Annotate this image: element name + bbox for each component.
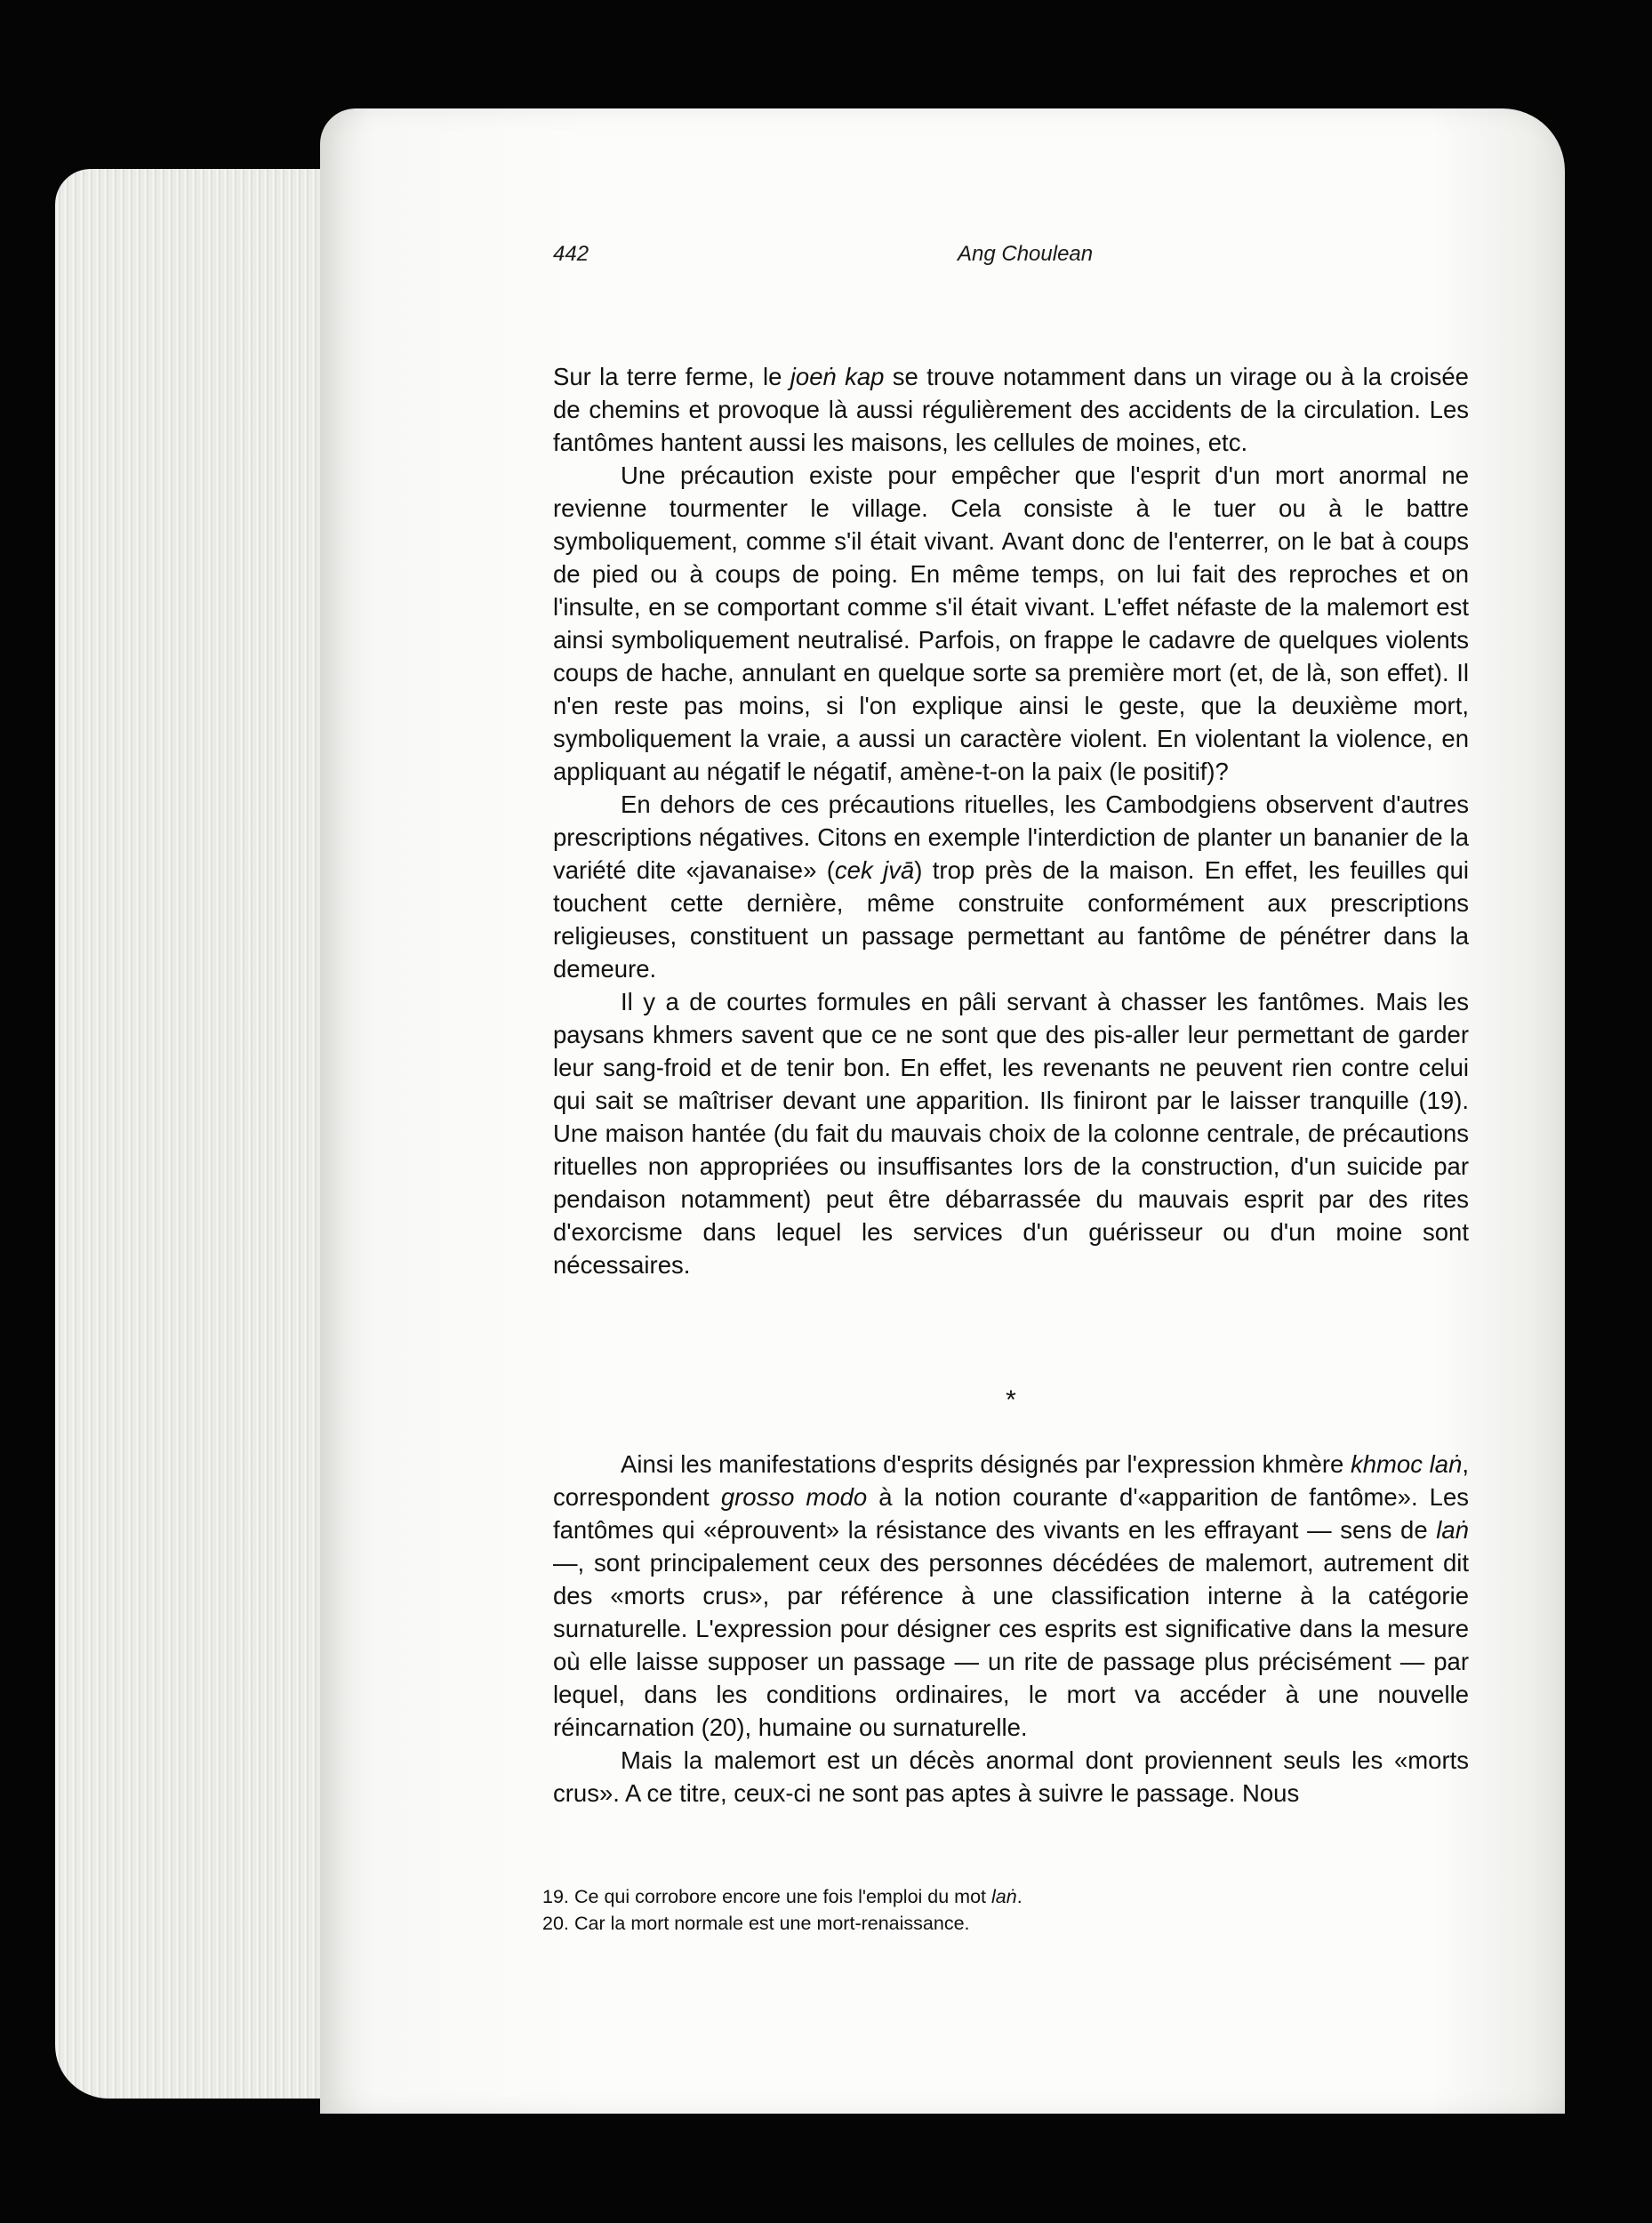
footnote-number: 19. <box>542 1886 569 1907</box>
text-run: Car la mort normale est une mort-renaissance. <box>574 1913 970 1934</box>
paragraph <box>553 1448 1469 1744</box>
italic-term: grosso modo <box>720 1483 868 1511</box>
paragraph <box>553 1744 1469 1810</box>
book-page-edges <box>55 169 349 2099</box>
text-run: , correspondent <box>553 1450 1470 1511</box>
text-run: Mais la malemort est un décès anormal dont proviennent seuls les «morts crus». A ce titre, ceux-ci ne sont pas aptes à suivre le passage. Nous <box>553 1746 1469 1807</box>
italic-term: khmoc laṅ <box>1350 1450 1463 1478</box>
footnote-text <box>574 1910 970 1937</box>
text-run: Il y a de courtes formules en pâli servant à chasser les fantômes. Mais les paysans khmers savent que ce ne sont que des pis-aller leur permettant de garder leur sang-froid et de tenir bon. En effet, les revenants ne peuvent rien contre celui qui sait se maîtriser devant une apparition. Ils finiront par le laisser tranquille (19). Une maison hantée (du fait du mauvais choix de la colonne centrale, de précautions rituelles non appropriées ou insuffisantes lors de la construction, d'un suicide par pendaison notamment) peut être débarrassée du mauvais esprit par des rites d'exorcisme dans lequel les services d'un guérisseur ou d'un moine sont nécessaires. <box>553 988 1469 1279</box>
text-run: Sur la terre ferme, le <box>553 363 790 390</box>
page-number: 442 <box>553 242 589 266</box>
text-run: Une précaution existe pour empêcher que l'esprit d'un mort anormal ne revienne tourmenter le village. Cela consiste à le tuer ou à le battre symboliquement, comme s'il était vivant. Avant donc de l'enterrer, on le bat à coups de pied ou à coups de poing. En même temps, on lui fait des reproches et on l'insulte, en se comportant comme s'il était vivant. L'effet néfaste de la malemort est ainsi symboliquement neutralisé. Parfois, on frappe le cadavre de quelques violents coups de hache, annulant en quelque sorte sa première mort (et, de là, son effet). Il n'en reste pas moins, si l'on explique ainsi le geste, que la deuxième mort, symboliquement la vraie, a aussi un caractère violent. En violentant la violence, en appliquant au négatif le négatif, amène-t-on la paix (le positif)? <box>553 461 1469 785</box>
footnote <box>542 1910 1467 1937</box>
footnote-number: 20. <box>542 1913 569 1934</box>
text-run: Ce qui corrobore encore une fois l'emploi du mot <box>574 1886 991 1907</box>
running-title: Ang Choulean <box>958 242 1094 266</box>
text-run: En dehors de ces précautions rituelles, les Cambodgiens observent d'autres prescriptions négatives. Citons en exemple l'interdiction de planter un bananier de la variété dite «javanaise» ( <box>553 790 1469 884</box>
text-run: à la notion courante d'«apparition de fantôme». Les fantômes qui «éprouvent» la résistance des vivants en les effrayant — sens de <box>553 1483 1469 1544</box>
paragraph <box>553 788 1469 985</box>
text-run: Ainsi les manifestations d'esprits désignés par l'expression khmère <box>621 1450 1351 1478</box>
page-header <box>553 242 1469 277</box>
text-run: —, sont principalement ceux des personnes décédées de malemort, autrement dit des «morts crus», par référence à une classification interne à la catégorie surnaturelle. L'expression pour désigner ces esprits est significative dans la mesure où elle laisse supposer un passage — un rite de passage plus précisément — par lequel, dans les conditions ordinaires, le mort va accéder à une nouvelle réincarnation (20), humaine ou surnaturelle. <box>553 1549 1469 1741</box>
italic-term: joeṅ kap <box>790 363 885 390</box>
text-run: se trouve notamment dans un virage ou à la croisée de chemins et provoque là aussi régulièrement des accidents de la circulation. Les fantômes hantent aussi les maisons, les cellules de moines, etc. <box>553 363 1469 456</box>
paragraph <box>553 459 1469 788</box>
text-run: . <box>1016 1886 1022 1907</box>
body-text-upper <box>553 360 1469 1281</box>
footnotes <box>542 1883 1467 1937</box>
paragraph <box>553 985 1469 1281</box>
footnote-text <box>574 1883 1022 1910</box>
italic-term: laṅ <box>1436 1516 1469 1544</box>
text-run: ) trop près de la maison. En effet, les feuilles qui touchent cette dernière, même construite conformément aux prescriptions religieuses, constituent un passage permettant au fantôme de pénétrer dans la demeure. <box>553 856 1469 983</box>
paragraph <box>553 360 1469 459</box>
body-text-lower <box>553 1448 1469 1810</box>
section-separator: * <box>1006 1385 1016 1415</box>
italic-term: laṅ <box>991 1886 1017 1907</box>
footnote <box>542 1883 1467 1910</box>
italic-term: cek jvā <box>834 856 915 884</box>
